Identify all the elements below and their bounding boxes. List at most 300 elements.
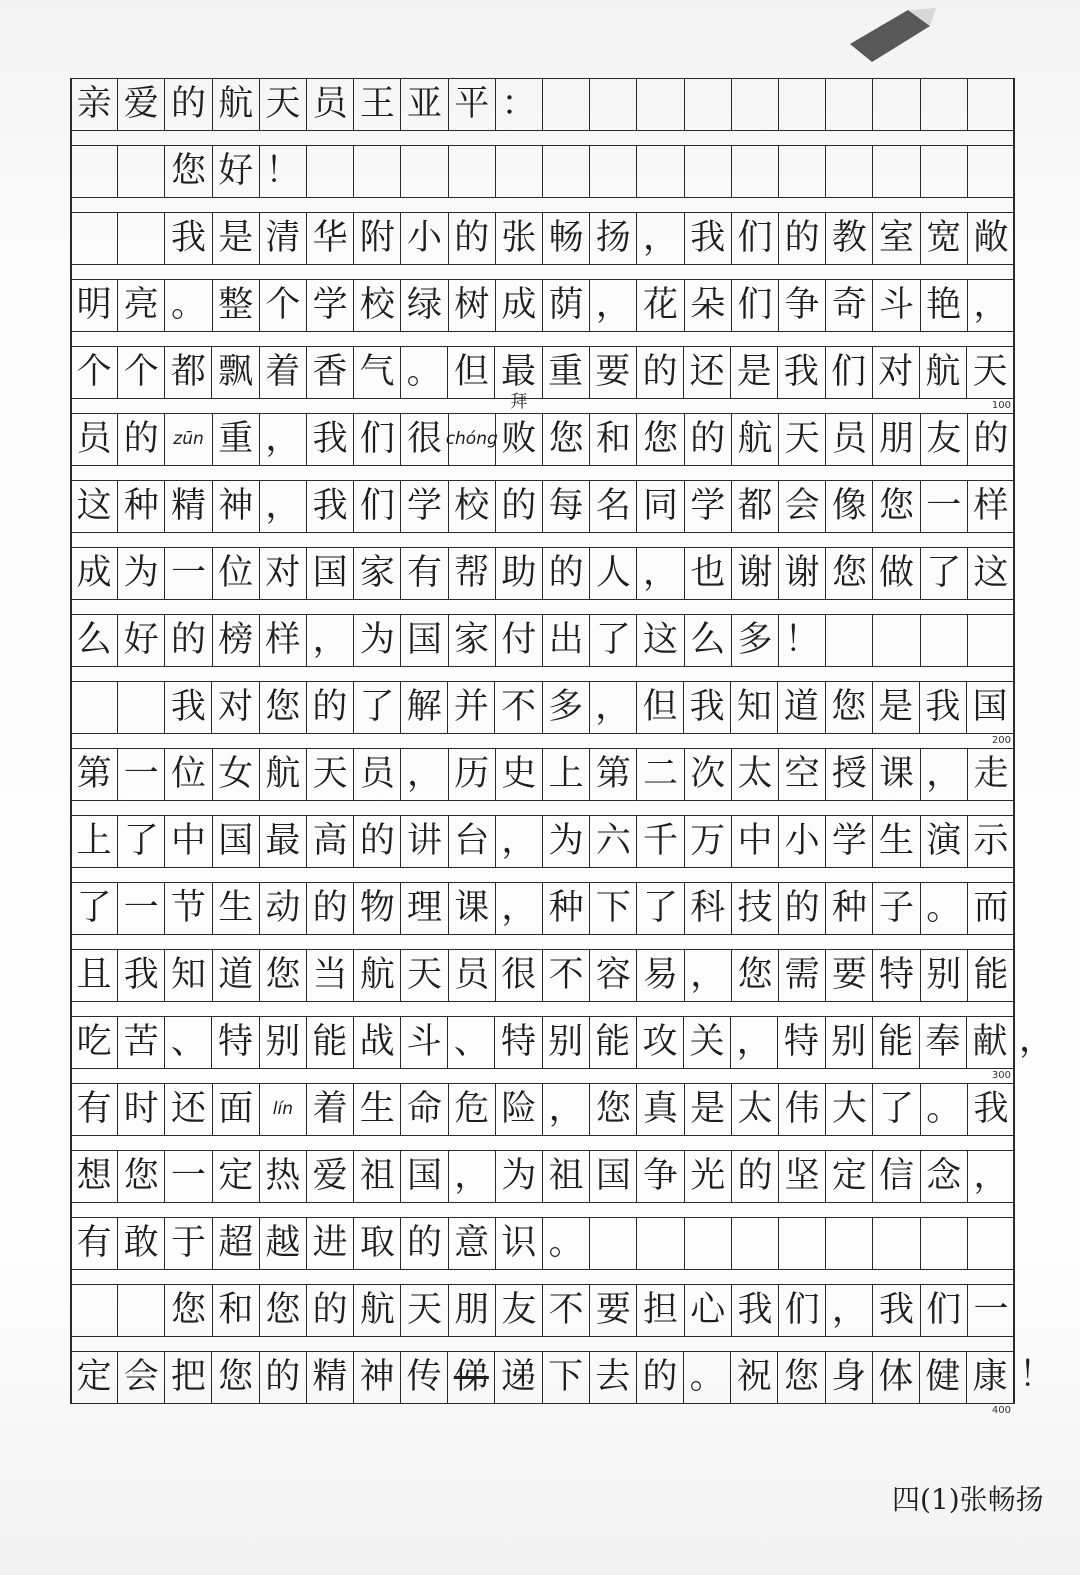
handwritten-character: 的 [407, 1223, 443, 1263]
grid-cell [685, 548, 732, 599]
grid-cell [354, 1218, 401, 1269]
grid-cell [967, 347, 1014, 398]
grid-cell [637, 883, 684, 934]
grid-cell [826, 1218, 873, 1269]
grid-cell [496, 392, 543, 465]
handwritten-character: ！ [265, 151, 301, 191]
handwritten-character: 天 [407, 1290, 443, 1330]
handwritten-character: 命 [407, 1089, 443, 1129]
handwritten-character: 有 [76, 1223, 112, 1263]
handwritten-character: 有 [407, 553, 443, 593]
handwritten-character: 的 [973, 419, 1009, 459]
grid-cell [637, 1352, 684, 1403]
grid-cell [401, 1218, 448, 1269]
grid-cell [779, 146, 826, 197]
handwritten-character: 您 [831, 553, 867, 593]
grid-cell [543, 213, 590, 264]
manuscript-row [70, 145, 1015, 198]
handwritten-character: 吃 [76, 1022, 112, 1062]
grid-cell [71, 1084, 118, 1135]
handwritten-character: 亮 [123, 285, 159, 325]
handwritten-character: 败 [501, 419, 537, 459]
grid-cell [165, 883, 212, 934]
manuscript-row [70, 78, 1015, 131]
grid-cell [71, 615, 118, 666]
grid-cell [826, 749, 873, 800]
grid-cell [401, 1151, 448, 1202]
grid-cell [449, 213, 496, 264]
grid-cell [590, 749, 637, 800]
grid-cell [307, 1218, 354, 1269]
handwritten-character: 敢 [123, 1223, 159, 1263]
grid-cell [590, 414, 637, 465]
grid-cell [921, 213, 968, 264]
grid-cell [165, 213, 212, 264]
grid-cell [401, 682, 448, 733]
handwritten-character: ， [831, 1290, 867, 1330]
handwritten-character: 精 [171, 486, 207, 526]
grid-cell [401, 816, 448, 867]
manuscript-row [70, 1083, 1015, 1136]
manuscript-row [70, 212, 1015, 265]
character-count-marker: 300 [991, 1070, 1011, 1081]
handwritten-character: 朋 [879, 419, 915, 459]
grid-cell [354, 146, 401, 197]
handwritten-character: 附 [359, 218, 395, 258]
handwritten-character: 最 [265, 821, 301, 861]
grid-cell [354, 615, 401, 666]
grid-cell [354, 548, 401, 599]
grid-cell [826, 213, 873, 264]
handwritten-character: 的 [454, 218, 490, 258]
handwritten-character: 是 [736, 352, 772, 392]
grid-cell [118, 414, 165, 465]
grid-cell [685, 1084, 732, 1135]
grid-cell [921, 481, 968, 532]
grid-cell [826, 347, 873, 398]
grid-cell [779, 414, 826, 465]
handwritten-character: 绿 [407, 285, 443, 325]
grid-cell [826, 816, 873, 867]
grid-cell [448, 682, 495, 733]
grid-cell [778, 1352, 825, 1403]
handwritten-character: lín [272, 1099, 294, 1119]
handwritten-character: 危 [454, 1089, 490, 1129]
handwritten-character: 扬 [595, 218, 631, 258]
handwritten-character: 着 [312, 1089, 348, 1129]
grid-cell [165, 1352, 212, 1403]
grid-cell [260, 1285, 307, 1336]
handwritten-character: 的 [548, 553, 584, 593]
handwritten-character: 越 [265, 1223, 301, 1263]
handwritten-character: 我 [123, 955, 159, 995]
handwritten-character: 还 [689, 352, 725, 392]
handwritten-character: 为 [123, 553, 159, 593]
grid-cell [826, 1151, 873, 1202]
grid-cell [213, 79, 260, 130]
handwritten-character: 您 [171, 151, 207, 191]
handwritten-character: 动 [265, 888, 301, 928]
grid-cell [684, 347, 731, 398]
handwritten-character: ， [973, 285, 1009, 325]
grid-cell [921, 1285, 968, 1336]
grid-cell [826, 1285, 873, 1336]
grid-cell [873, 146, 920, 197]
handwritten-character: 树 [454, 285, 490, 325]
manuscript-row [70, 949, 1015, 1002]
grid-cell [260, 682, 307, 733]
grid-cell [118, 1218, 165, 1269]
grid-cell [543, 548, 590, 599]
handwritten-character: 想 [76, 1156, 112, 1196]
handwritten-character: 。 [926, 888, 962, 928]
handwritten-character: 天 [784, 419, 820, 459]
handwritten-character: 航 [218, 84, 254, 124]
handwritten-character: 航 [359, 1290, 395, 1330]
grid-cell [495, 1352, 542, 1403]
handwritten-character: 整 [218, 285, 254, 325]
handwritten-character: 员 [312, 84, 348, 124]
grid-cell [496, 146, 543, 197]
grid-cell [590, 1017, 637, 1068]
grid-cell [118, 816, 165, 867]
handwritten-character: 空 [784, 754, 820, 794]
grid-cell [543, 615, 590, 666]
grid-cell [165, 615, 212, 666]
grid-cell [685, 749, 732, 800]
correction-note: 拜 [510, 392, 528, 412]
handwritten-character: 祝 [736, 1357, 772, 1397]
grid-cell [779, 883, 826, 934]
grid-cell [731, 1017, 778, 1068]
grid-cell [71, 548, 118, 599]
handwritten-character: 一 [123, 888, 159, 928]
grid-cell [873, 883, 920, 934]
grid-cell [212, 1017, 259, 1068]
handwritten-character: 还 [171, 1089, 207, 1129]
grid-cell [543, 1017, 590, 1068]
grid-cell [873, 1218, 920, 1269]
handwritten-character: 特 [500, 1022, 536, 1062]
handwritten-character: 坚 [784, 1156, 820, 1196]
grid-cell [826, 1017, 873, 1068]
grid-cell [732, 1151, 779, 1202]
handwritten-character: 小 [784, 821, 820, 861]
handwritten-character: 着 [265, 352, 301, 392]
grid-cell [968, 481, 1014, 532]
handwritten-character: 了 [123, 821, 159, 861]
grid-cell [213, 146, 260, 197]
handwritten-character: 的 [359, 821, 395, 861]
grid-cell [260, 816, 307, 867]
grid-cell [165, 414, 212, 465]
grid-cell [118, 950, 165, 1001]
grid-cell [637, 816, 684, 867]
grid-cell [779, 548, 826, 599]
grid-cell [118, 347, 165, 398]
grid-cell [779, 79, 826, 130]
handwritten-character: zūn [173, 429, 204, 449]
grid-cell [826, 79, 873, 130]
handwritten-character: 员 [76, 419, 112, 459]
grid-cell [685, 883, 732, 934]
handwritten-character: 能 [312, 1022, 348, 1062]
handwritten-character: 不 [548, 955, 584, 995]
grid-cell [165, 682, 212, 733]
grid-cell [401, 146, 448, 197]
grid-cell [826, 146, 873, 197]
grid-cell [496, 615, 543, 666]
handwritten-character: 定 [831, 1156, 867, 1196]
handwritten-character: 样 [973, 486, 1009, 526]
handwritten-character: 和 [218, 1290, 254, 1330]
grid-cell [213, 548, 260, 599]
handwritten-character: 子 [879, 888, 915, 928]
grid-cell [779, 615, 826, 666]
grid-cell [118, 1084, 165, 1135]
handwritten-character: 天 [265, 84, 301, 124]
grid-cell [590, 950, 637, 1001]
handwritten-character: 识 [501, 1223, 537, 1263]
handwritten-character: 的 [123, 419, 159, 459]
grid-cell [401, 280, 448, 331]
grid-cell [496, 1084, 543, 1135]
grid-cell [779, 816, 826, 867]
handwritten-character: 都 [737, 486, 773, 526]
handwritten-character: 种 [123, 486, 159, 526]
grid-cell [449, 481, 496, 532]
grid-cell [543, 1218, 590, 1269]
handwritten-character: 的 [171, 620, 207, 660]
grid-cell [637, 347, 684, 398]
handwritten-character: 荫 [548, 285, 584, 325]
grid-cell [684, 682, 731, 733]
grid-cell [543, 414, 590, 465]
handwritten-character: 理 [407, 888, 443, 928]
grid-cell [873, 1352, 920, 1403]
handwritten-character: 我 [973, 1089, 1009, 1129]
grid-cell [685, 1151, 732, 1202]
handwritten-character: 上 [76, 821, 112, 861]
handwritten-character: 了 [643, 888, 679, 928]
handwritten-character: 走 [973, 754, 1009, 794]
grid-cell [637, 749, 684, 800]
handwritten-character: 最 [500, 352, 536, 392]
grid-cell [401, 481, 448, 532]
grid-cell [590, 1218, 637, 1269]
grid-cell [685, 414, 732, 465]
grid-cell [260, 1352, 307, 1403]
manuscript-row [70, 882, 1015, 935]
handwritten-character: 而 [973, 888, 1009, 928]
grid-cell [213, 749, 260, 800]
manuscript-row [70, 1016, 1055, 1081]
grid-cell [71, 1017, 118, 1068]
handwritten-character: 天 [312, 754, 348, 794]
handwritten-character: ， [265, 419, 301, 459]
handwritten-character: 员 [359, 754, 395, 794]
grid-cell [496, 1285, 543, 1336]
grid-cell [732, 481, 779, 532]
manuscript-row [70, 1150, 1015, 1203]
grid-cell [496, 816, 543, 867]
handwritten-character: 取 [359, 1223, 395, 1263]
grid-cell [213, 950, 260, 1001]
grid-cell [165, 816, 212, 867]
handwritten-character: 亲 [76, 84, 112, 124]
grid-cell [213, 280, 260, 331]
handwritten-character: 朋 [454, 1290, 490, 1330]
grid-cell [873, 950, 920, 1001]
handwritten-character: 六 [595, 821, 631, 861]
handwritten-character: ， [595, 687, 631, 727]
handwritten-character: 知 [171, 955, 207, 995]
handwritten-character: 艳 [926, 285, 962, 325]
handwritten-character: ， [926, 754, 962, 794]
grid-cell [873, 548, 920, 599]
grid-cell [449, 749, 496, 800]
grid-cell [401, 1017, 448, 1068]
handwritten-character: 生 [218, 888, 254, 928]
handwritten-character: 航 [925, 352, 961, 392]
grid-cell [637, 1084, 684, 1135]
grid-cell [590, 1084, 637, 1135]
handwritten-character: 是 [690, 1089, 726, 1129]
grid-cell [968, 1084, 1014, 1135]
handwritten-character: 信 [879, 1156, 915, 1196]
grid-cell [826, 883, 873, 934]
handwritten-character: 么 [690, 620, 726, 660]
grid-cell [118, 548, 165, 599]
handwritten-character: 您 [783, 1357, 819, 1397]
grid-cell [354, 1151, 401, 1202]
handwritten-character: 我 [879, 1290, 915, 1330]
handwritten-character: 宽 [926, 218, 962, 258]
handwritten-character: 学 [312, 285, 348, 325]
grid-cell [543, 280, 590, 331]
handwritten-character: 花 [643, 285, 679, 325]
handwritten-character: 都 [170, 352, 206, 392]
grid-cell [449, 883, 496, 934]
handwritten-character: 高 [312, 821, 348, 861]
grid-cell [354, 749, 401, 800]
handwritten-character: 飘 [218, 352, 254, 392]
handwritten-character: 个 [123, 352, 159, 392]
grid-cell [590, 280, 637, 331]
handwritten-character: ， [736, 1022, 772, 1062]
grid-cell [496, 79, 543, 130]
handwritten-character: 一 [123, 754, 159, 794]
grid-cell [260, 1017, 307, 1068]
handwritten-character: 体 [878, 1357, 914, 1397]
grid-cell [590, 481, 637, 532]
grid-cell [590, 1352, 637, 1403]
handwritten-character: 千 [643, 821, 679, 861]
handwritten-character: 但 [642, 687, 678, 727]
grid-cell [590, 79, 637, 130]
grid-cell [968, 414, 1014, 465]
grid-cell [260, 1218, 307, 1269]
grid-cell [354, 1017, 401, 1068]
grid-cell [401, 79, 448, 130]
grid-cell [449, 950, 496, 1001]
handwritten-character: ！ [784, 620, 820, 660]
handwritten-character: 敞 [973, 218, 1009, 258]
grid-cell [826, 615, 873, 666]
grid-cell [921, 414, 968, 465]
handwritten-character: 险 [501, 1089, 537, 1129]
grid-cell [401, 1285, 448, 1336]
handwritten-character: 航 [359, 955, 395, 995]
grid-cell [637, 615, 684, 666]
grid-cell [779, 1151, 826, 1202]
grid-cell [401, 883, 448, 934]
grid-cell [778, 1017, 825, 1068]
grid-cell [354, 1084, 401, 1135]
handwritten-character: 种 [548, 888, 584, 928]
grid-cell [354, 816, 401, 867]
manuscript-row [70, 681, 1015, 746]
handwritten-character: 像 [831, 486, 867, 526]
handwritten-character: 的 [784, 888, 820, 928]
grid-cell [826, 682, 873, 733]
handwritten-character: 热 [265, 1156, 301, 1196]
handwritten-character: 递 [500, 1357, 536, 1397]
grid-cell [165, 548, 212, 599]
handwritten-character: 一 [171, 553, 207, 593]
grid-cell [543, 816, 590, 867]
handwritten-character: 香 [312, 352, 348, 392]
handwritten-character: 物 [359, 888, 395, 928]
grid-cell [71, 749, 118, 800]
grid-cell [213, 213, 260, 264]
handwritten-character: 的 [784, 218, 820, 258]
handwritten-character: 畅 [548, 218, 584, 258]
grid-cell [496, 1151, 543, 1202]
grid-cell [732, 548, 779, 599]
grid-cell [496, 883, 543, 934]
grid-cell [354, 950, 401, 1001]
grid-cell [165, 280, 212, 331]
grid-cell [165, 1218, 212, 1269]
grid-cell [307, 548, 354, 599]
grid-cell [968, 816, 1014, 867]
grid-cell [732, 79, 779, 130]
grid-cell [307, 280, 354, 331]
grid-cell [213, 883, 260, 934]
grid-cell [260, 280, 307, 331]
grid-cell [543, 883, 590, 934]
handwritten-character: 。 [926, 1089, 962, 1129]
handwritten-character: 很 [407, 419, 443, 459]
handwritten-character: 您 [265, 1290, 301, 1330]
handwritten-character: chóng [445, 429, 498, 449]
handwritten-character: 员 [454, 955, 490, 995]
grid-cell [637, 950, 684, 1001]
grid-cell [779, 481, 826, 532]
handwritten-character: 张 [501, 218, 537, 258]
handwritten-character: 这 [643, 620, 679, 660]
handwritten-character: 小 [407, 218, 443, 258]
grid-cell [873, 213, 920, 264]
handwritten-character: 需 [784, 955, 820, 995]
grid-cell [590, 883, 637, 934]
handwritten-character: 了 [76, 888, 112, 928]
handwritten-character: 们 [737, 285, 773, 325]
handwritten-character: 课 [879, 754, 915, 794]
grid-cell [543, 146, 590, 197]
grid-cell [873, 347, 920, 398]
